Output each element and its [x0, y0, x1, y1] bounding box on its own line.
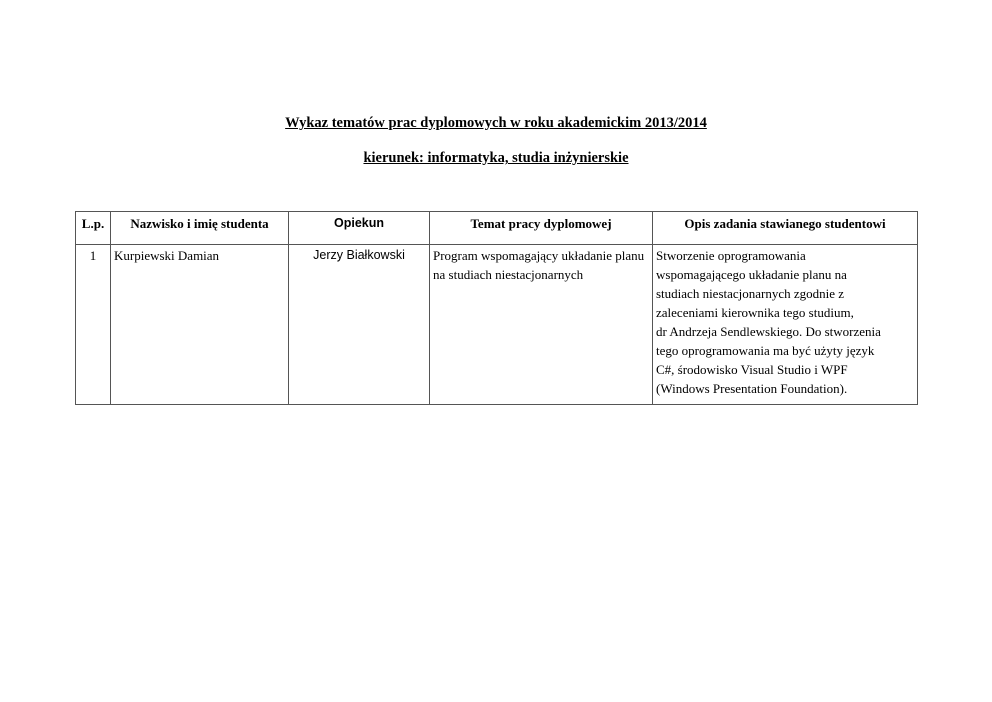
cell-lp: 1 [76, 245, 111, 405]
task-line: C#, środowisko Visual Studio i WPF [656, 362, 848, 377]
header-student: Nazwisko i imię studenta [111, 212, 289, 245]
task-line: (Windows Presentation Foundation). [656, 381, 848, 396]
cell-student: Kurpiewski Damian [111, 245, 289, 405]
task-line: wspomagającego układanie planu na [656, 267, 847, 282]
task-line: dr Andrzeja Sendlewskiego. Do stworzenia [656, 324, 881, 339]
document-subtitle: kierunek: informatyka, studia inżynierskie [363, 150, 629, 166]
cell-supervisor: Jerzy Białkowski [289, 245, 430, 405]
header-task: Opis zadania stawianego studentowi [653, 212, 918, 245]
thesis-topics-table [75, 211, 918, 405]
table-header-row [76, 212, 918, 245]
header-topic: Temat pracy dyplomowej [430, 212, 653, 245]
table-row [76, 245, 918, 405]
header-supervisor: Opiekun [289, 212, 430, 245]
task-line: studiach niestacjonarnych zgodnie z [656, 286, 845, 301]
task-line: zaleceniami kierownika tego studium, [656, 305, 854, 320]
document-title: Wykaz tematów prac dyplomowych w roku akademickim 2013/2014 [285, 115, 707, 131]
task-line: tego oprogramowania ma być użyty język [656, 343, 875, 358]
cell-task [653, 245, 918, 405]
cell-topic: Program wspomagający układanie planu na studiach niestacjonarnych [430, 245, 653, 405]
task-line: Stworzenie oprogramowania [656, 248, 806, 263]
header-lp: L.p. [76, 212, 111, 245]
